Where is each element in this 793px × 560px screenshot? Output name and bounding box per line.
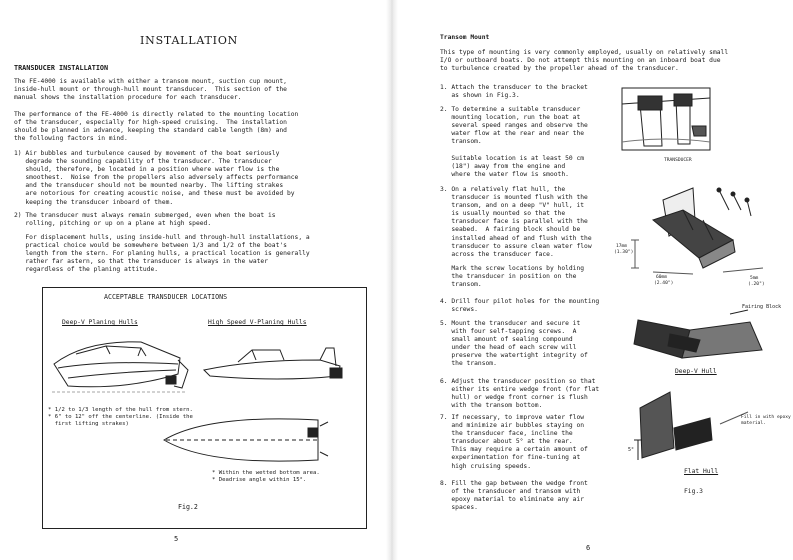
step-5: 5. Mount the transducer and secure it with four self-tapping screws. A small amount of sealing compound under the head of each screw will preserve the watertight integrity of the transom. bbox=[440, 320, 588, 368]
page-number-right: 6 bbox=[586, 544, 591, 552]
step-2-note: Suitable location is at least 50 cm (18") away from the engine and where the water flow is smooth. bbox=[451, 155, 585, 179]
fill-epoxy-label: Fill in with epoxy material. bbox=[741, 415, 791, 426]
left-page bbox=[0, 0, 388, 560]
dim-17mm: 17mm bbox=[616, 244, 628, 249]
dim-60mm: 60mm bbox=[656, 275, 668, 280]
transom-mount-heading: Transom Mount bbox=[440, 34, 490, 41]
dim-5mm: 5mm bbox=[750, 276, 759, 281]
step-6: 6. Adjust the transducer position so that either its entire wedge front (for flat hull) or wedge front corner is flush with the transom bottom. bbox=[440, 378, 600, 410]
step-1: 1. Attach the transducer to the bracket as shown in Fig.3. bbox=[440, 84, 588, 100]
flat-hull-label: Flat Hull bbox=[684, 468, 719, 475]
deep-v-label: Deep-V Planing Hulls bbox=[62, 319, 138, 326]
step-7: 7. If necessary, to improve water flow and minimize air bubbles staying on the transducer face, incline the transducer about 5° at the rear. This may require a certain amount of experimentation for fine-tuning at high cruising speeds. bbox=[440, 414, 588, 470]
fairing-block-label: Fairing Block bbox=[742, 304, 782, 310]
section-heading: TRANSDUCER INSTALLATION bbox=[14, 64, 109, 72]
five-degree-label: 5° bbox=[628, 447, 635, 453]
deep-v-hull-label: Deep-V Hull bbox=[675, 368, 717, 375]
high-speed-note: * Within the wetted bottom area. * Deadrise angle within 15°. bbox=[212, 470, 320, 483]
step-3: 3. On a relatively flat hull, the transducer is mounted flush with the transom, and on a deep "V" hull, it is usually mounted so that the transducer face is parallel with the seabed. A fairing block should be installed ahead of and flush with the transducer to assure clean water flow across the transducer face. bbox=[440, 186, 592, 258]
transom-intro: This type of mounting is very commonly employed, usually on relatively small I/O or outboard boats. Do not attempt this mounting on an inboard boat due to turbulence created by the propeller ahead of the transducer. bbox=[440, 49, 729, 73]
transducer-label: TRANSDUCER bbox=[664, 158, 692, 163]
right-page bbox=[398, 0, 793, 560]
step-4: 4. Drill four pilot holes for the mounting screws. bbox=[440, 298, 600, 314]
figure-title: ACCEPTABLE TRANSDUCER LOCATIONS bbox=[104, 293, 228, 301]
figure-caption: Fig.2 bbox=[178, 503, 198, 511]
deep-v-boat-illustration bbox=[46, 330, 196, 402]
step-2: 2. To determine a suitable transducer mounting location, run the boat at several speed ranges and observe the water flow at the rear and near the transom. bbox=[440, 106, 588, 146]
transducer-bracket-illustration bbox=[623, 180, 773, 280]
page-title: INSTALLATION bbox=[140, 34, 239, 47]
displacement-paragraph: For displacement hulls, using inside-hull and through-hull installations, a practical choice would be somewhere between 1/3 and 1/2 of the boat's length from the stern. For planing hulls, a practical location is generally rather far astern, so that the transducer is always in the water regardless of the planing attitude. bbox=[25, 234, 310, 274]
step-8: 8. Fill the gap between the wedge front of the transducer and transom with epoxy material to eliminate any air spaces. bbox=[440, 480, 588, 512]
intro-paragraph: The FE-4000 is available with either a transom mount, suction cup mount, inside-hull mount or through-hull mount transducer. This section of the manual shows the installation procedure for each transducer. bbox=[14, 78, 287, 102]
transom-outboard-illustration bbox=[620, 86, 712, 166]
high-speed-boat-illustration bbox=[200, 336, 350, 396]
point-one: 1) Air bubbles and turbulence caused by movement of the boat seriously degrade the sounding capability of the transducer. The transducer should, therefore, be located in a position where water flow is the smoothest. Noise from the propellers also adversely affects performance and the transducer should not be mounted nearby. The lifting strakes are notorious for creating acoustic noise, and these must be avoided by keeping the transducer inboard of them. bbox=[14, 150, 299, 206]
point-two: 2) The transducer must always remain submerged, even when the boat is rolling, pitching or up on a plane at high speed. bbox=[14, 212, 276, 228]
step-3-note: Mark the screw locations by holding the transducer in position on the transom. bbox=[451, 265, 585, 289]
dim-5mm-in: (.20") bbox=[748, 282, 765, 287]
high-speed-label: High Speed V-Planing Hulls bbox=[208, 319, 307, 326]
deep-v-hull-illustration bbox=[630, 310, 770, 366]
figure-3-caption: Fig.3 bbox=[684, 488, 703, 495]
book-gutter bbox=[386, 0, 398, 560]
performance-paragraph: The performance of the FE-4000 is directly related to the mounting location of the transducer, especially for high-speed cruising. The installation should be planned in advance, keeping the standard cable length (8m) and the following factors in mind. bbox=[14, 111, 299, 143]
flat-hull-illustration bbox=[630, 388, 770, 468]
page-number-left: 5 bbox=[174, 535, 179, 543]
deep-v-note: * 1/2 to 1/3 length of the hull from stern. * 6" to 12" off the centerline. (Inside the first lifting strakes) bbox=[48, 407, 193, 427]
dim-60mm-in: (2.40") bbox=[654, 281, 674, 286]
dim-17mm-in: (1.30") bbox=[614, 250, 634, 255]
